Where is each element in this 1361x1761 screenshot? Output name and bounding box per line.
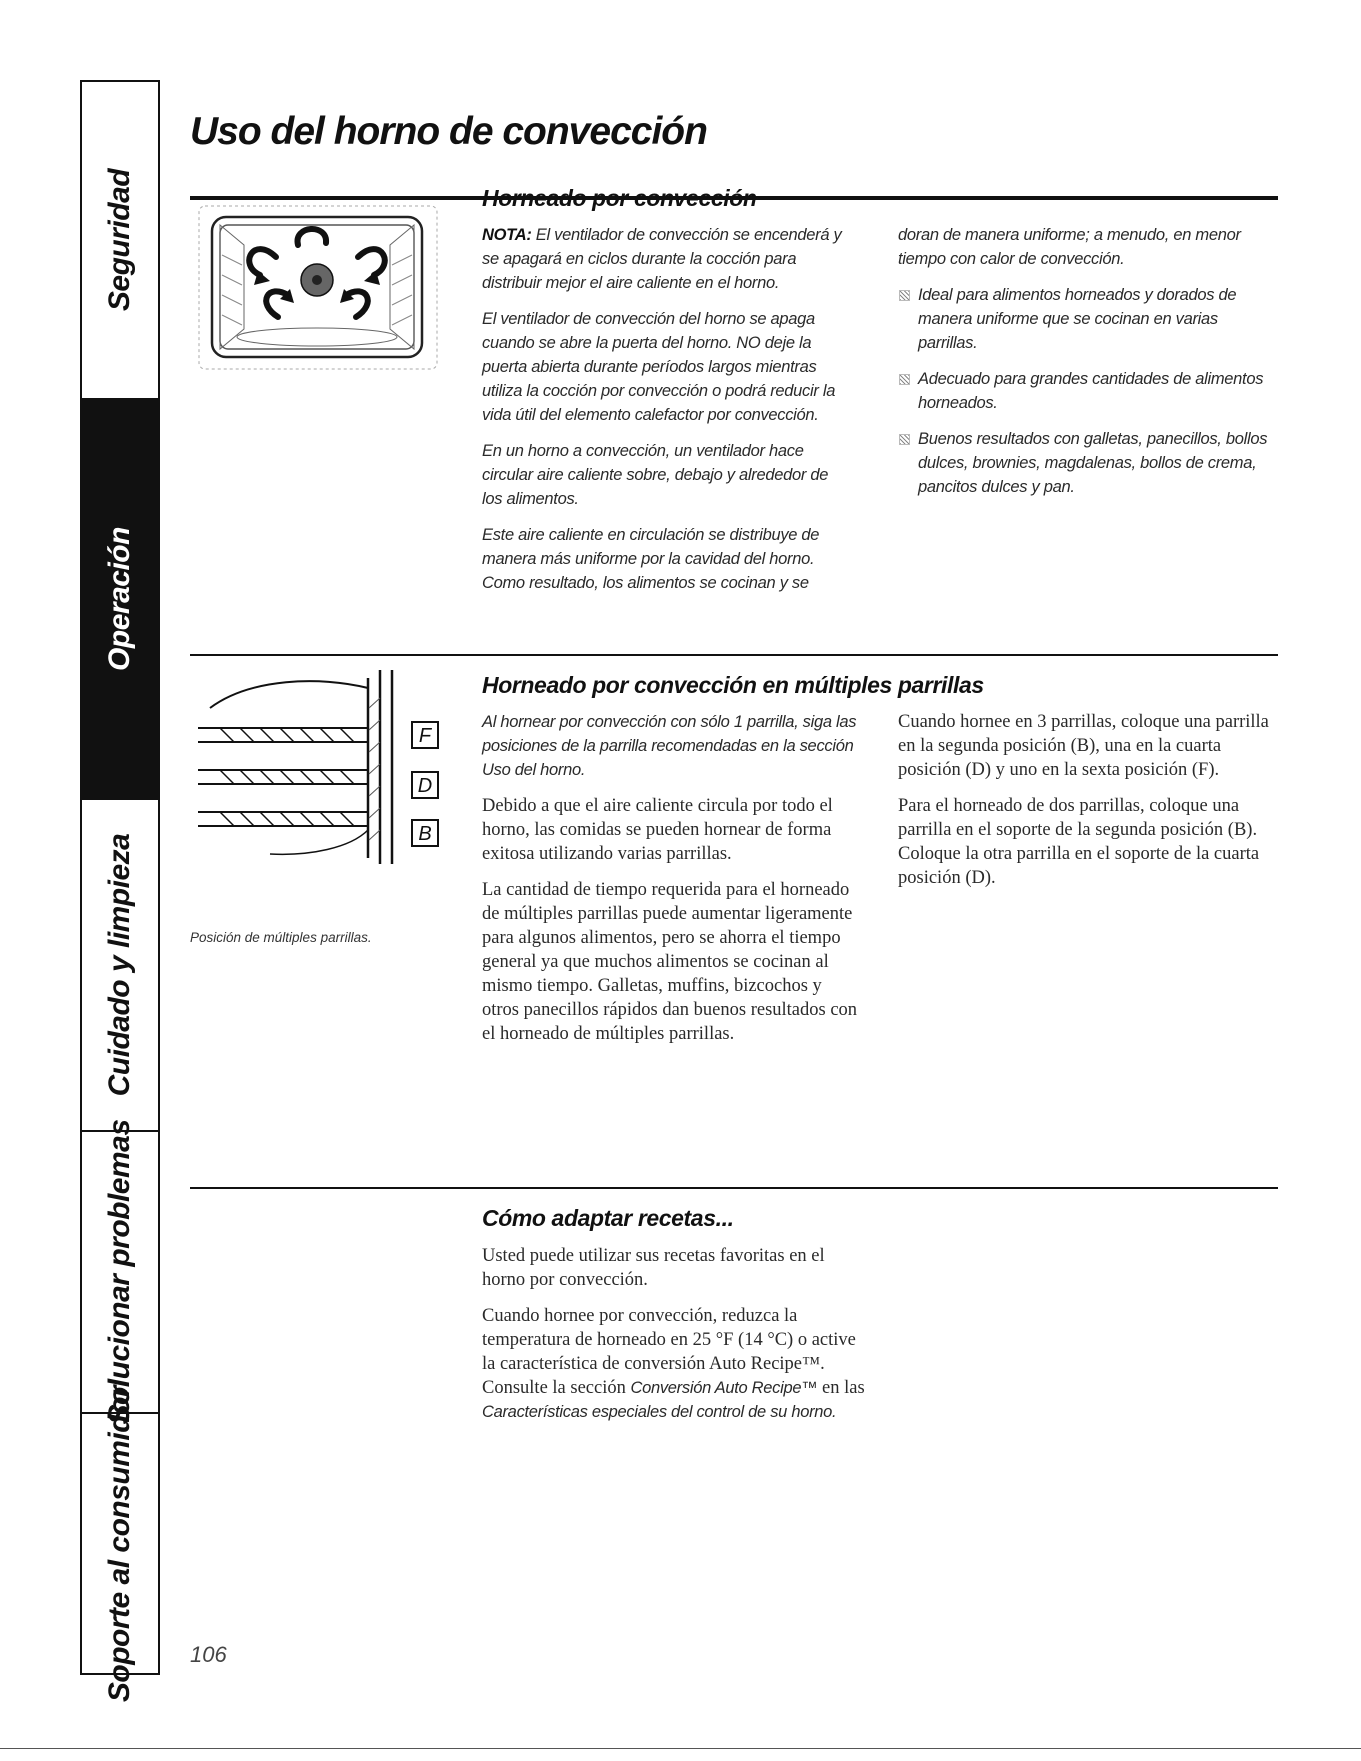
section-heading-convection-bake: Horneado por convección (482, 185, 757, 211)
tab-seguridad[interactable] (82, 82, 158, 400)
section-divider (190, 1187, 1278, 1189)
rack-label-f: F (418, 725, 432, 747)
tab-cuidado-y-limpieza[interactable] (82, 800, 158, 1132)
tab-label: Operación (103, 527, 136, 671)
paragraph: Al hornear por convección con sólo 1 parrilla, siga las posiciones de la parrilla recomendadas en la sección Uso del horno. (482, 713, 857, 779)
bullet-item: Buenos resultados con galletas, panecillos, bollos dulces, brownies, magdalenas, bollos de crema, pancitos dulces y pan. (898, 427, 1268, 499)
paragraph: La cantidad de tiempo requerida para el horneado de múltiples parrillas puede aumentar ligeramente para algunos alimentos, pero se ahorra el tiempo general ya que muchos alimentos se cocinan al mismo tiempo. Galletas, muffins, bizcochos y otros panecillos rápidos dan buenos resultados con el horneado de múltiples parrillas. (482, 880, 858, 1044)
rack-label-d: D (417, 775, 433, 797)
text-run: Cuando hornee por convección, reduzca la temperatura de horneado en 25 °F (14 °C) o active la característica de conversión Auto Recipe™. Consulte la sección (482, 1306, 856, 1398)
note-paragraph (482, 223, 842, 295)
paragraph: Debido a que el aire caliente circula por todo el horno, las comidas se pueden hornear de forma exitosa utilizando varias parrillas. (482, 796, 833, 864)
section2-left-column (482, 710, 862, 1058)
section1-left-column (482, 223, 842, 607)
tab-label: Solucionar problemas (103, 1119, 136, 1425)
section3-column (482, 1244, 872, 1436)
tab-operacion[interactable] (82, 400, 158, 800)
side-tab-navigation (80, 80, 160, 1702)
tab-label: Seguridad (103, 168, 136, 312)
tab-soporte-al-consumidor[interactable] (82, 1385, 158, 1702)
tab-solucionar-problemas[interactable] (82, 1119, 158, 1425)
bullet-item: Adecuado para grandes cantidades de alimentos horneados. (898, 367, 1268, 415)
tab-label: Soporte al consumidor (103, 1385, 136, 1702)
note-label: NOTA: (482, 226, 532, 244)
section-heading-adapt-recipes: Cómo adaptar recetas... (482, 1205, 734, 1231)
paragraph: Cuando hornee en 3 parrillas, coloque una parrilla en la segunda posición (B), una en la cuarta posición (D) y uno en la sexta posición (F). (898, 712, 1269, 780)
convection-fan-illustration (198, 205, 438, 370)
text-run: en las (817, 1378, 865, 1398)
bullet-item: Ideal para alimentos horneados y dorados de manera uniforme que se cocinan en varias parrillas. (898, 283, 1268, 355)
rack-label-b: B (418, 823, 432, 845)
paragraph: El ventilador de convección del horno se apaga cuando se abre la puerta del horno. NO deje la puerta abierta durante períodos largos mientras utiliza la cocción por convección o podrá reducir la vida útil del elemento calefactor por convección. (482, 310, 836, 424)
page-title: Uso del horno de convección (190, 110, 707, 153)
paragraph: Para el horneado de dos parrillas, coloque una parrilla en el soporte de la segunda posición (B). Coloque la otra parrilla en el soporte de la cuarta posición (D). (898, 796, 1260, 888)
multiple-racks-illustration (190, 668, 448, 868)
section2-right-column (898, 710, 1278, 902)
paragraph: Usted puede utilizar sus recetas favoritas en el horno por convección. (482, 1246, 825, 1290)
note-text: El ventilador de convección se encenderá y se apagará en ciclos durante la cocción para distribuir mejor el aire caliente en el horno. (482, 226, 842, 292)
section-heading-multiple-racks: Horneado por convección en múltiples parrillas (482, 672, 984, 698)
figure-caption: Posición de múltiples parrillas. (190, 930, 372, 945)
section-divider (190, 654, 1278, 656)
paragraph: Este aire caliente en circulación se distribuye de manera más uniforme por la cavidad del horno. Como resultado, los alimentos se cocinan y se (482, 526, 820, 592)
page-number: 106 (190, 1642, 227, 1667)
section-reference: Conversión Auto Recipe™ (630, 1379, 818, 1397)
paragraph: doran de manera uniforme; a menudo, en menor tiempo con calor de convección. (898, 226, 1241, 268)
section1-right-column (898, 223, 1268, 511)
paragraph: En un horno a convección, un ventilador hace circular aire caliente sobre, debajo y alrededor de los alimentos. (482, 442, 829, 508)
tab-label: Cuidado y limpieza (103, 833, 136, 1097)
bottom-rule (0, 1748, 1361, 1749)
section-reference: Características especiales del control de su horno. (482, 1403, 837, 1421)
paragraph (482, 1304, 872, 1424)
